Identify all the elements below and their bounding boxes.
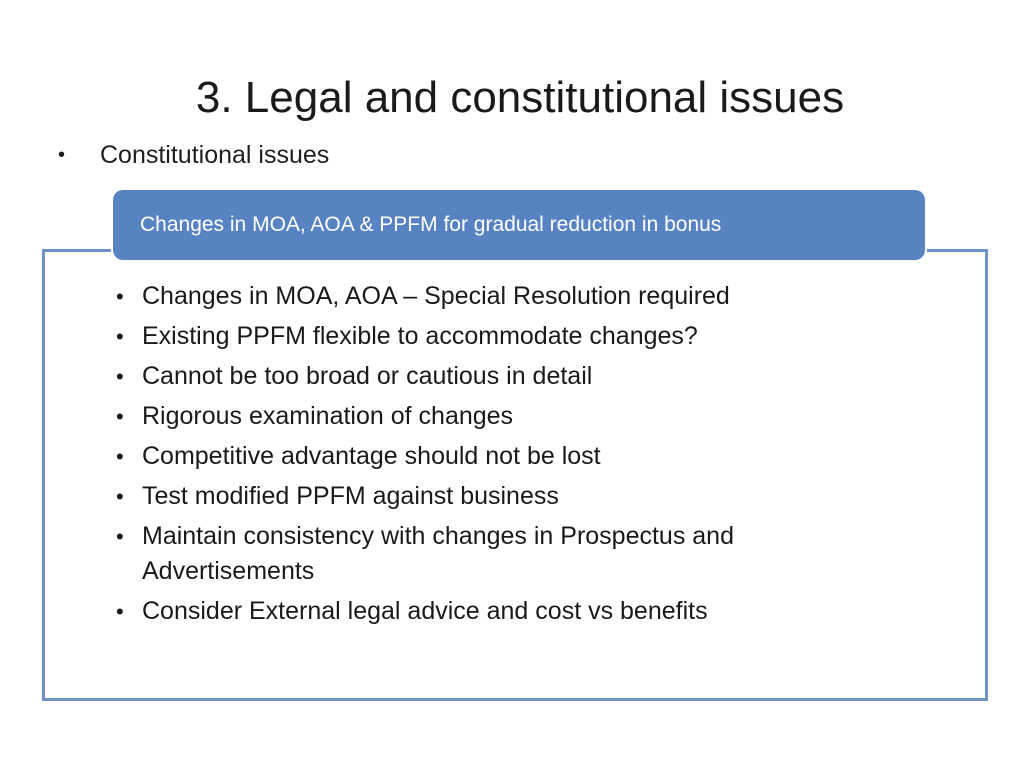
list-item-text: Consider External legal advice and cost vs benefits [142, 597, 708, 625]
bullet-marker: • [116, 599, 124, 624]
bullet-marker: • [116, 404, 124, 429]
top-bullet-text: Constitutional issues [100, 141, 330, 169]
panel-header-text: Changes in MOA, AOA & PPFM for gradual reduction in bonus [140, 213, 722, 236]
list-item [116, 279, 836, 314]
list-item [116, 439, 836, 474]
top-bullet [58, 138, 329, 172]
list-item [116, 479, 836, 514]
bullet-marker: • [116, 484, 124, 509]
list-item-text: Changes in MOA, AOA – Special Resolution required [142, 282, 730, 310]
bullet-list [116, 279, 836, 634]
list-item [116, 594, 836, 629]
bullet-marker: • [116, 524, 124, 549]
list-item-text: Existing PPFM flexible to accommodate changes? [142, 322, 698, 350]
list-item [116, 319, 836, 354]
bullet-marker: • [116, 324, 124, 349]
list-item-text: Maintain consistency with changes in Prospectus and Advertisements [142, 522, 734, 585]
bullet-marker: • [58, 144, 66, 166]
bullet-marker: • [116, 364, 124, 389]
list-item-text: Rigorous examination of changes [142, 402, 514, 430]
bullet-marker: • [116, 284, 124, 309]
list-item [116, 359, 836, 394]
slide-title: 3. Legal and constitutional issues [195, 73, 845, 122]
list-item-text: Cannot be too broad or cautious in detail [142, 362, 593, 390]
panel-header [113, 190, 925, 260]
list-item [116, 399, 836, 434]
bullet-marker: • [116, 444, 124, 469]
list-item [116, 519, 836, 589]
list-item-text: Competitive advantage should not be lost [142, 442, 601, 470]
list-item-text: Test modified PPFM against business [142, 482, 559, 510]
